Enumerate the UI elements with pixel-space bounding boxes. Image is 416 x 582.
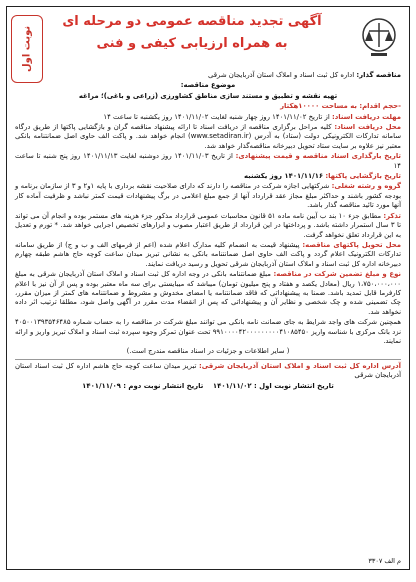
turn-stamp: نوبت اول [11, 15, 43, 83]
tender-notice [6, 6, 410, 570]
registry-emblem-icon [357, 13, 401, 63]
submit-label: تاریخ بارگذاری اسناد مناقصه و قیمت پیشنهادی: [235, 152, 401, 161]
subject-label: موضوع مناقصه: [180, 81, 236, 90]
subject-value: تهیه نقشه و تطبیق و مستند سازی مناطق کشاورزی (زراعی و باغی)؛ مراغه [78, 91, 338, 100]
delivery-value: پیشنهاد قیمت به انضمام کلیه مدارک اعلام شده (اعم از فرمهای الف و ب و ج) از طریق سامانه تدارکات الکترونیک اعلام گردد و پاکت الف حاوی اصل ضمانتنامه بانکی به نشانی تبریز میدان ساعت کوچه حاج هاشم طبقه چهارم دبیرخانه اداره کل ثبت اسناد و املاک استان آذربایجان شرقی تحویل و رسید دریافت نمایند. [15, 240, 401, 268]
org-value: اداره کل ثبت اسناد و املاک استان آذربایجان شرقی [208, 71, 355, 79]
delivery-label: محل تحویل پاکتهای مناقصه: [302, 240, 401, 249]
extra-note: همچنین شرکت های واجد شرایط به جای ضمانت نامه بانکی می توانند مبلغ شرکت در مناقصه را به حساب شماره ۴۰۵۰۰۱۳۹۳۵۴۶۴۸۵ نزد بانک مرکزی با شناسه واریز ۹۹۱۰۰۰۰۴۲۰۰۰۰۰۰۰۰۰۴۱۰۸۵۴۵۰ تحت عنوان تمرکز وجوه سپرده ثبت اسناد و املاک تبریز واریز و ارائه نمایند. [15, 318, 401, 345]
group-label: گروه و رشته شغلی: [331, 182, 401, 191]
title-line-1: آگهی تجدید مناقصه عمومی دو مرحله ای [62, 14, 322, 29]
opening-value: ۱۴۰۱/۱۱/۱۶ روز یکشنبه [243, 172, 324, 181]
notice-body [15, 71, 401, 547]
pub1-label: تاریخ انتشار نوبت اول : [254, 381, 334, 390]
pub1-value: ۱۴۰۱/۱۱/۰۲ [212, 381, 252, 390]
pub2-value: ۱۴۰۱/۱۱/۰۹ [82, 381, 121, 390]
notice-footer [15, 557, 401, 565]
opening-label: تاریخ بازگشایی پاکتها: [325, 172, 401, 181]
notice-code: م الف ۳۳۰۷ [368, 557, 401, 565]
receive-value: کلیه مراحل برگزاری مناقصه از دریافت اسناد تا ارائه پیشنهاد مناقصه گران و بازگشایی پاکتها از طریق درگاه سامانه تدارکات الکترونیکی دولت (ستاد) به آدرس (www.setadiran.ir) انجام خواهد شد. و پاکت الف حاوی اصل ضمانتنامه بانکی معتبر نیز علاوه بر سایت ستاد تحویل دبیرخانه مناقصه‌گذار خواهد شد. [15, 123, 401, 150]
pub2-label: تاریخ انتشار نوبت دوم : [123, 381, 204, 390]
note-label: تذکر: [383, 211, 401, 220]
contact-note: ( سایر اطلاعات و جزئیات در اسناد مناقصه مندرج است.) [126, 347, 290, 356]
group-value: شرکتهایی اجازه شرکت در مناقصه را دارند که دارای صلاحیت نقشه برداری با پایه ۱و۲ و ۳ از سازمان برنامه و بودجه کشور باشند و حداکثر مبلغ مجاز عقد قرارداد آنها از جمع مبلغ اعلامی در برگ پیشنهادات قیمت کمتر نباشد و ظرفیت آماده کار آنها مورد تائید مناقصه گذار باشد. [15, 182, 401, 210]
address-label: آدرس اداره کل ثبت اسناد و املاک استان آذربایجان شرقی: [199, 361, 401, 370]
receive-label: محل دریافت اسناد: [334, 123, 401, 132]
org-label: مناقصه گذار: [356, 71, 401, 79]
divider [15, 359, 401, 360]
guarantee-label: نوع و مبلغ تضمین شرکت در مناقصه: [273, 270, 401, 279]
notice-header [7, 7, 409, 73]
submit-value: از تاریخ ۱۴۰۱/۱۱/۰۳ روز دوشنبه لغایت ۱۴۰۱/۱۱/۱۳ روز پنج شنبه تا ساعت ۱۴ [15, 152, 401, 170]
area-value: -حجم اقدام: به مساحت ۱۰۰۰۰هکتار [280, 102, 401, 111]
deadline-label: مهلت دریافت اسناد: [331, 112, 401, 121]
notice-title [37, 11, 347, 55]
title-line-2: به همراه ارزیابی کیفی و فنی [96, 36, 288, 51]
guarantee-value: مبلغ ضمانتنامه بانکی در وجه اداره کل ثبت اسناد و املاک استان آذربایجان شرقی به مبلغ ۱،۷۵۰،۰۰۰،۰۰۰ ریال (معادل یکصد و هفتاد و پنج میلیون تومان) میباشد که میبایستی برای سه ماه معتبر بوده و پس از آن نیز با اعلام کارفرما قابل تمدید باشد. ضمنا به پیشنهاداتی که فاقد ضمانتنامه یا امضای مخدوش و مشروط و ضمانتنامه های کمتر از میزان مقرر، چک تضمینی شده و چک شخصی و نظایر آن و پیشنهاداتی که پس از انقضاء مدت مقرر در آگهی واصل شود، مطلقا ترتیب اثر داده نخواهد شد. [15, 270, 401, 316]
note-value: مطابق جزء ۱۰ بند ب آیین نامه ماده ۵۱ قانون محاسبات عمومی قرارداد مذکور جزء هزینه های مستمر بوده و انجام آن می تواند تا ۳ سال استمرار داشته باشد. و پرداختها در این قرارداد از طریق اعتبار مصوب و ابزارهای تخصیص اجرایی خواهد شد. * تورم و تعدیل به این قرارداد تعلق نخواهد گرفت. [15, 211, 401, 239]
deadline-value: از تاریخ ۱۴۰۱/۱۱/۰۲ روز چهار شنبه لغایت ۱۴۰۱/۱۱/۰۲ روز یکشنبه تا ساعت ۱۴ [103, 112, 330, 121]
address-value: تبریز میدان ساعت کوچه حاج هاشم اداره کل ثبت اسناد استان آذربایجان شرقی [15, 361, 401, 380]
